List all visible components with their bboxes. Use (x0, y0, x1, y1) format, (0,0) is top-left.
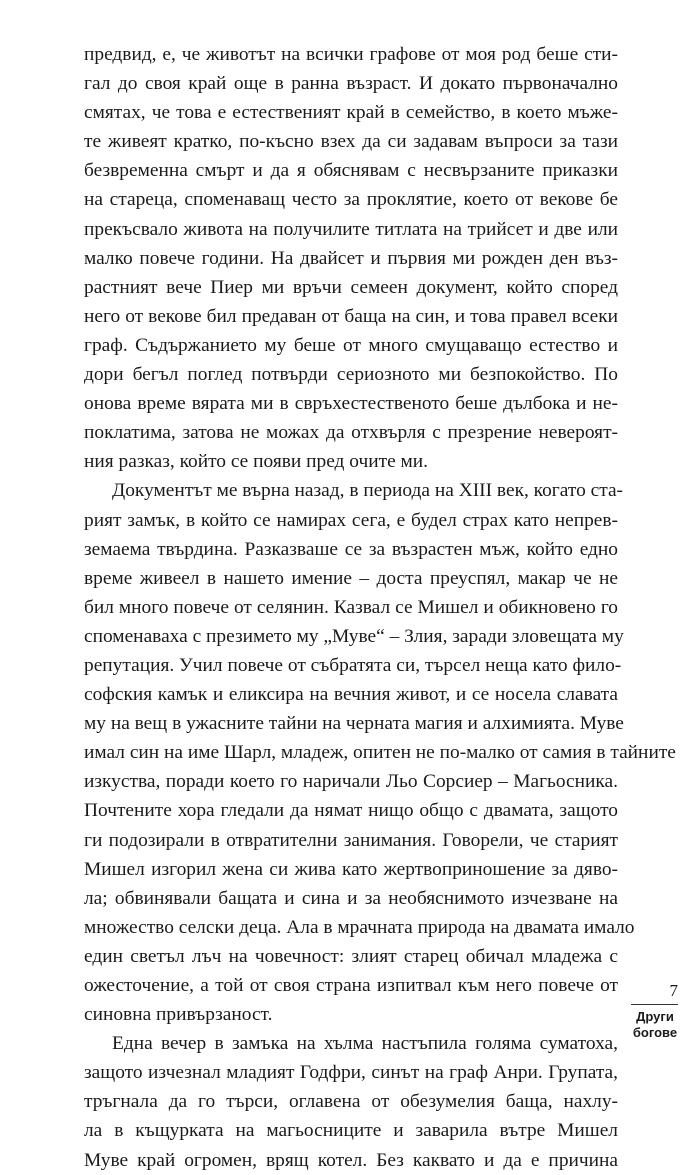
text-line: него от векове бил предаван от баща на син, и това правел всеки (84, 305, 618, 327)
text-line: Почтените хора гледали да нямат нищо общо с двамата, защото (84, 800, 618, 822)
text-line: репутация. Учил повече от събратята си, търсел неща като фило- (84, 654, 622, 676)
text-line: рият замък, в който се намирах сега, е будел страх като непрев- (84, 509, 618, 531)
text-line: на стареца, споменаващ често за проклятие, което от векове бе (84, 189, 618, 211)
text-line: защото изчезнал младият Годфри, синът на граф Анри. Групата, (84, 1062, 618, 1084)
text-line: ожесточение, а той от своя страна изпитвал към него повече от (84, 975, 618, 996)
text-line: време живеел в нашето имение – доста преуспял, макар че не (84, 567, 618, 589)
text-line: ла в къщурката на магьосниците и заварила вътре Мишел (84, 1120, 618, 1142)
footer-divider (631, 1004, 678, 1005)
text-line: дори бегъл поглед потвърди сериозното ми безпокойство. По (84, 364, 618, 386)
text-line: те живеят кратко, по-късно взех да си задавам въпроси за тази (84, 131, 618, 153)
text-line: малко повече години. На двайсет и първия ми рожден ден въз- (84, 247, 618, 269)
text-line: предвид, е, че животът на всички графове от моя род беше сти- (84, 44, 618, 65)
text-line: изкуства, поради което го наричали Льо Сорсиер – Магьосника. (84, 771, 618, 793)
text-line: имал син на име Шарл, младеж, опитен не по-малко от самия в тайните (84, 742, 676, 764)
running-book-title (628, 1009, 682, 1041)
text-line: онова време вярата ми в свръхестественото беше дълбока и не- (84, 393, 618, 415)
text-line: растният вече Пиер ми връчи семеен документ, който според (84, 276, 618, 298)
text-line: граф. Съдържанието му беше от много смущаващо естество и (84, 334, 618, 356)
text-line: софския камък и еликсира на вечния живот, и се носела славата (84, 684, 618, 706)
text-line: безвременна смърт и да я обяснявам с несвързаните приказки (84, 160, 618, 182)
text-line: тръгнала да го търси, оглавена от обезумелия баща, нахлу- (84, 1091, 618, 1113)
text-line: поклатима, затова не можах да отхвърля с презрение невероят- (84, 422, 618, 444)
text-line: един светъл лъч на човечност: злият старец обичал младежа с (84, 945, 618, 967)
text-line: земаема твърдина. Разказваше се за възрастен мъж, който едно (84, 538, 618, 560)
text-line: Мишел изгорил жена си жива като жертвоприношение за дяво- (84, 858, 618, 880)
page-number: 7 (669, 981, 678, 1000)
text-line: прекъсвало живота на получилите титлата на трийсет и две или (84, 218, 618, 240)
text-line: Една вечер в замъка на хълма настъпила голяма суматоха, (112, 1033, 618, 1055)
text-line: ния разказ, който се появи пред очите ми. (84, 451, 429, 473)
text-line: гал до своя край още в ранна възраст. И докато първоначално (84, 73, 618, 95)
text-line: ги подозирали в отвратителни занимания. Говорели, че старият (84, 829, 618, 851)
text-line: Муве край огромен, врящ котел. Без каквато и да е причина (84, 1149, 618, 1171)
text-line: бил много повече от селянин. Казвал се Мишел и обикновено го (84, 596, 618, 618)
text-line: ла; обвинявали бащата и сина и за необяснимото изчезване на (84, 887, 618, 909)
text-line: му на вещ в ужасните тайни на черната магия и алхимията. Муве (84, 713, 624, 735)
book-title-line: Други (636, 1009, 674, 1024)
book-title-line: богове (632, 1025, 678, 1040)
text-line: множество селски деца. Ала в мрачната природа на двамата имало (84, 916, 635, 938)
text-line: Документът ме върна назад, в периода на XIII век, когато ста- (112, 480, 624, 502)
text-line: смятах, че това е естественият край в семейство, в което мъже- (84, 102, 618, 124)
text-line: споменаваха с презимето му „Муве“ – Злия, заради зловещата му (84, 625, 624, 647)
text-line: синовна привързаност. (84, 1004, 273, 1026)
